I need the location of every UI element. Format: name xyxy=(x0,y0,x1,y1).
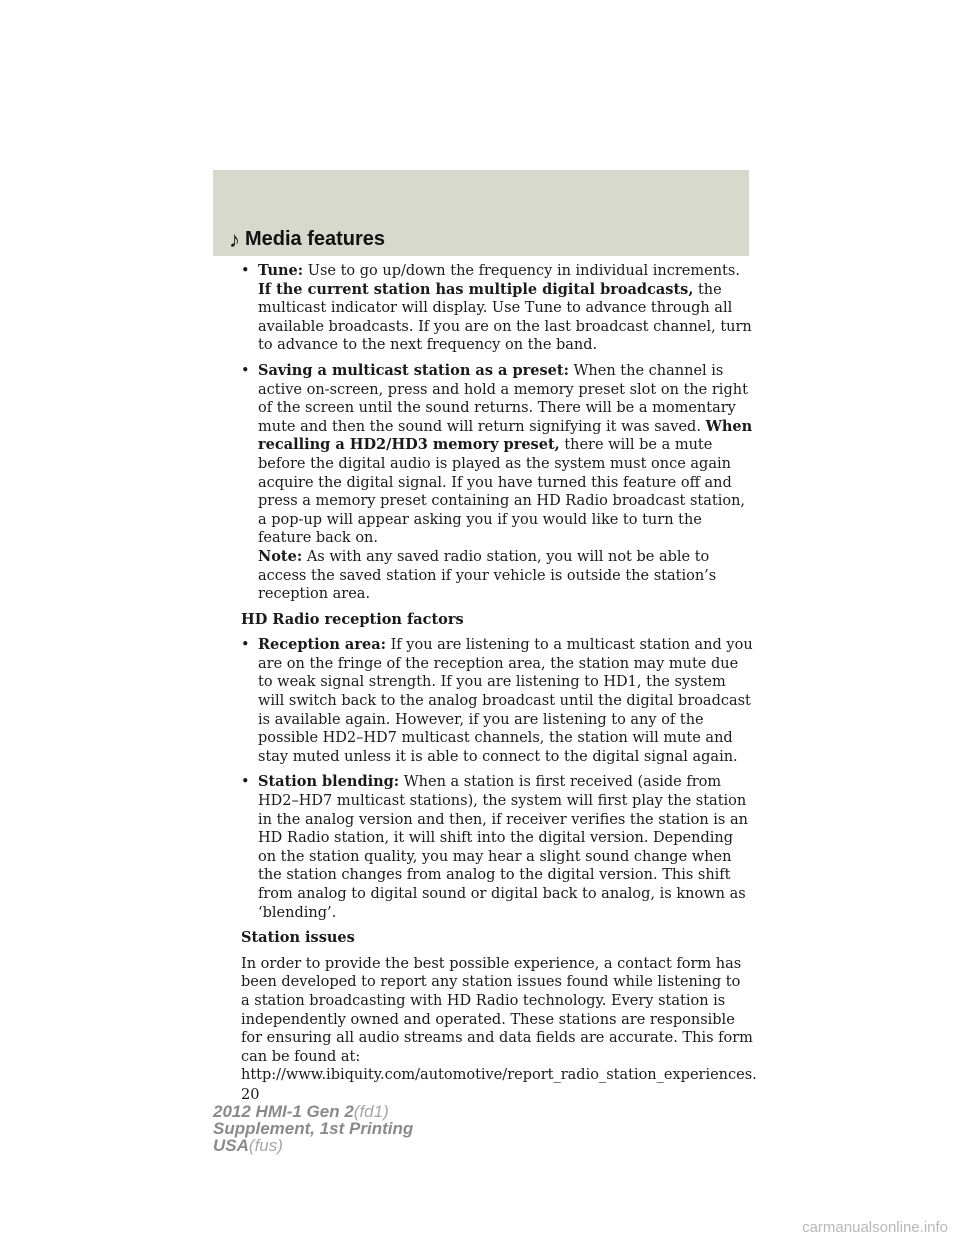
bullet-tune xyxy=(241,262,753,355)
issues-url: http://www.ibiquity.com/automotive/report_radio_station_experiences. xyxy=(241,1067,757,1084)
bullet-label: Reception area: xyxy=(258,636,386,654)
watermark: carmanualsonline.info xyxy=(802,1219,948,1236)
bullet-dot: • xyxy=(241,263,250,279)
issues-text: In order to provide the best possible experience, a contact form has been developed to report any station issues found while listening to a station broadcasting with HD Radio technology. Every station is independently owned and operated. These stations are responsible for ensuring all audio streams and data fields are accurate. This form can be found at: xyxy=(241,955,753,1065)
bullet-saving-preset xyxy=(241,362,753,604)
section-title xyxy=(229,228,385,251)
bullet-text: If you are listening to a multicast station and you are on the fringe of the reception area, the station may mute due to weak signal strength. If you are listening to HD1, the system will switch back to the analog broadcast until the digital broadcast is available again. However, if you are listening to any of the possible HD2–HD7 multicast channels, the station will mute and stay muted unless it is able to connect to the digital signal again. xyxy=(258,637,753,765)
bullet-label: Station blending: xyxy=(258,773,400,791)
bullet-text: When the channel is active on-screen, press and hold a memory preset slot on the right of the screen until the sound returns. There will be a momentary mute and then the sound will return signifying it was saved. xyxy=(258,362,748,435)
bullet-dot: • xyxy=(241,362,250,379)
note-text: As with any saved radio station, you will not be able to access the saved station if your vehicle is outside the station’s reception area. xyxy=(258,548,717,603)
bullet-sub-label: If the current station has multiple digital broadcasts, xyxy=(258,280,694,298)
bullet-label: Saving a multicast station as a preset: xyxy=(258,361,569,379)
footer-line3-bold: USA xyxy=(213,1136,249,1155)
section-header-band xyxy=(213,170,749,256)
bullet-label: Tune: xyxy=(258,262,304,279)
page-number: 20 xyxy=(241,1086,260,1103)
issues-paragraph xyxy=(241,955,757,1085)
footer-line1-bold: 2012 HMI-1 Gen 2 xyxy=(213,1102,354,1121)
heading-reception-factors: HD Radio reception factors xyxy=(241,610,464,628)
bullet-dot: • xyxy=(241,774,250,791)
bullet-text: Use to go up/down the frequency in individual increments. xyxy=(307,263,740,279)
bullet-station-blending xyxy=(241,773,753,922)
music-note-icon: ♪ xyxy=(229,226,240,252)
bullet-sub-text: the multicast indicator will display. Use Tune to advance through all available broadcasts. If you are on the last broadcast channel, turn to advance to the next frequency on the band. xyxy=(258,281,752,354)
bullet-dot: • xyxy=(241,637,250,654)
footer-line1-light: (fd1) xyxy=(353,1102,389,1121)
heading-station-issues: Station issues xyxy=(241,929,355,947)
print-footer xyxy=(213,1103,413,1154)
note-label: Note: xyxy=(258,547,303,565)
footer-line2-bold: Supplement, 1st Printing xyxy=(213,1119,414,1138)
bullet-reception-area xyxy=(241,636,753,766)
bullet-label-2: When recalling a HD2/HD3 memory preset, xyxy=(258,417,753,454)
bullet-text: When a station is first received (aside from HD2–HD7 multicast stations), the system will first play the station in the analog version and then, if receiver verifies the station is an HD Radio station, it will shift into the digital version. Depending on the station quality, you may hear a slight sound change when the station changes from analog to the digital version. This shift from analog to digital sound or digital back to analog, is known as ‘blending’. xyxy=(258,774,748,921)
footer-line3-light: (fus) xyxy=(248,1136,283,1155)
bullet-text-2: there will be a mute before the digital audio is played as the system must once again acquire the digital signal. If you have turned this feature off and press a memory preset containing an HD Radio broadcast station, a pop-up will appear asking you if you would like to turn the feature back on. xyxy=(258,437,746,547)
page-content xyxy=(241,262,757,1105)
section-title-text: Media features xyxy=(245,228,386,250)
